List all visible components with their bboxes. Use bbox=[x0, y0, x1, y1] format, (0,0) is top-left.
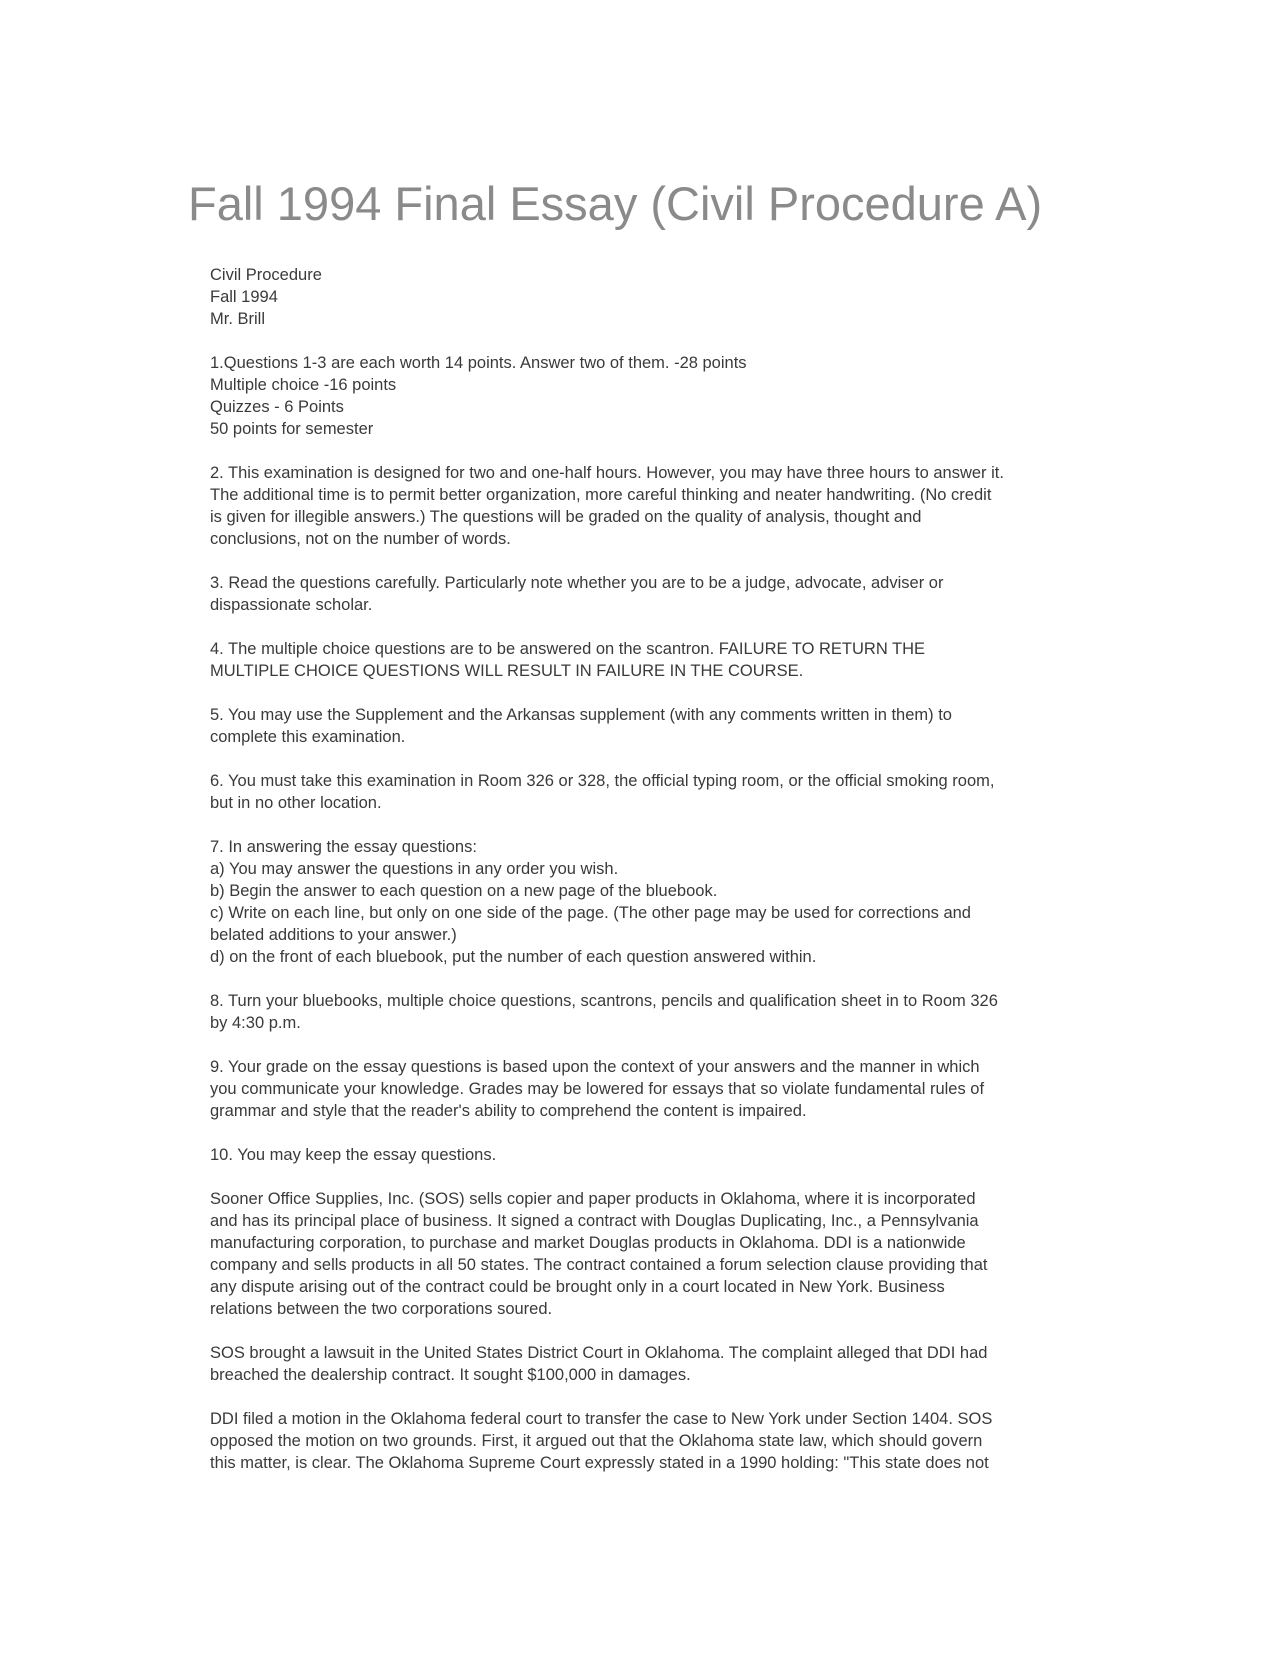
text-line: opposed the motion on two grounds. First, it argued out that the Oklahoma state law, which should govern bbox=[210, 1432, 983, 1450]
text-line: 4. The multiple choice questions are to be answered on the scantron. FAILURE TO RETURN THE bbox=[210, 640, 926, 658]
text-line: is given for illegible answers.) The questions will be graded on the quality of analysis, thought and bbox=[210, 508, 922, 526]
text-line: but in no other location. bbox=[210, 794, 382, 812]
paragraph bbox=[210, 462, 1090, 550]
paragraph bbox=[210, 352, 1090, 440]
paragraph bbox=[210, 1408, 1090, 1474]
page-title: Fall 1994 Final Essay (Civil Procedure A) bbox=[188, 177, 1043, 230]
paragraph bbox=[210, 1188, 1090, 1320]
text-line: 10. You may keep the essay questions. bbox=[210, 1146, 497, 1164]
paragraph bbox=[210, 836, 1090, 968]
text-line: you communicate your knowledge. Grades may be lowered for essays that so violate fundamental rules of bbox=[210, 1080, 985, 1098]
text-line: Civil Procedure bbox=[210, 266, 322, 284]
text-line: complete this examination. bbox=[210, 728, 406, 746]
text-line: manufacturing corporation, to purchase and market Douglas products in Oklahoma. DDI is a nationwide bbox=[210, 1234, 966, 1252]
text-line: b) Begin the answer to each question on a new page of the bluebook. bbox=[210, 882, 718, 900]
paragraph bbox=[210, 990, 1090, 1034]
text-line: this matter, is clear. The Oklahoma Supreme Court expressly stated in a 1990 holding: "This state does not bbox=[210, 1454, 989, 1472]
text-line: 1.Questions 1-3 are each worth 14 points. Answer two of them. -28 points bbox=[210, 354, 747, 372]
text-line: The additional time is to permit better organization, more careful thinking and neater handwriting. (No credit bbox=[210, 486, 992, 504]
document-body bbox=[210, 264, 1090, 1496]
paragraph bbox=[210, 1056, 1090, 1122]
text-line: Sooner Office Supplies, Inc. (SOS) sells copier and paper products in Oklahoma, where it is incorporated bbox=[210, 1190, 976, 1208]
text-line: and has its principal place of business. It signed a contract with Douglas Duplicating, Inc., a Pennsylvania bbox=[210, 1212, 979, 1230]
text-line: 7. In answering the essay questions: bbox=[210, 838, 477, 856]
text-line: breached the dealership contract. It sought $100,000 in damages. bbox=[210, 1366, 691, 1384]
text-line: any dispute arising out of the contract could be brought only in a court located in New York. Business bbox=[210, 1278, 945, 1296]
text-line: belated additions to your answer.) bbox=[210, 926, 457, 944]
text-line: relations between the two corporations soured. bbox=[210, 1300, 553, 1318]
paragraph bbox=[210, 638, 1090, 682]
text-line: 2. This examination is designed for two and one-half hours. However, you may have three hours to answer it. bbox=[210, 464, 1004, 482]
text-line: by 4:30 p.m. bbox=[210, 1014, 301, 1032]
text-line: Multiple choice -16 points bbox=[210, 376, 397, 394]
text-line: MULTIPLE CHOICE QUESTIONS WILL RESULT IN FAILURE IN THE COURSE. bbox=[210, 662, 804, 680]
text-line: 50 points for semester bbox=[210, 420, 374, 438]
text-line: 9. Your grade on the essay questions is based upon the context of your answers and the manner in which bbox=[210, 1058, 980, 1076]
paragraph bbox=[210, 770, 1090, 814]
paragraph bbox=[210, 572, 1090, 616]
paragraph bbox=[210, 704, 1090, 748]
text-line: grammar and style that the reader's ability to comprehend the content is impaired. bbox=[210, 1102, 807, 1120]
text-line: company and sells products in all 50 states. The contract contained a forum selection clause providing that bbox=[210, 1256, 988, 1274]
text-line: SOS brought a lawsuit in the United States District Court in Oklahoma. The complaint alleged that DDI had bbox=[210, 1344, 988, 1362]
text-line: Fall 1994 bbox=[210, 288, 278, 306]
text-line: 6. You must take this examination in Room 326 or 328, the official typing room, or the official smoking room, bbox=[210, 772, 995, 790]
text-line: Mr. Brill bbox=[210, 310, 265, 328]
text-line: conclusions, not on the number of words. bbox=[210, 530, 511, 548]
text-line: Quizzes - 6 Points bbox=[210, 398, 344, 416]
text-line: 3. Read the questions carefully. Particularly note whether you are to be a judge, advocate, adviser or bbox=[210, 574, 944, 592]
text-line: 5. You may use the Supplement and the Arkansas supplement (with any comments written in them) to bbox=[210, 706, 952, 724]
paragraph bbox=[210, 1342, 1090, 1386]
text-line: c) Write on each line, but only on one side of the page. (The other page may be used for corrections and bbox=[210, 904, 971, 922]
paragraph bbox=[210, 264, 1090, 330]
text-line: a) You may answer the questions in any order you wish. bbox=[210, 860, 619, 878]
text-line: dispassionate scholar. bbox=[210, 596, 373, 614]
text-line: d) on the front of each bluebook, put the number of each question answered within. bbox=[210, 948, 817, 966]
text-line: DDI filed a motion in the Oklahoma federal court to transfer the case to New York under Section 1404. SOS bbox=[210, 1410, 993, 1428]
paragraph bbox=[210, 1144, 1090, 1166]
text-line: 8. Turn your bluebooks, multiple choice questions, scantrons, pencils and qualification sheet in to Room 326 bbox=[210, 992, 998, 1010]
